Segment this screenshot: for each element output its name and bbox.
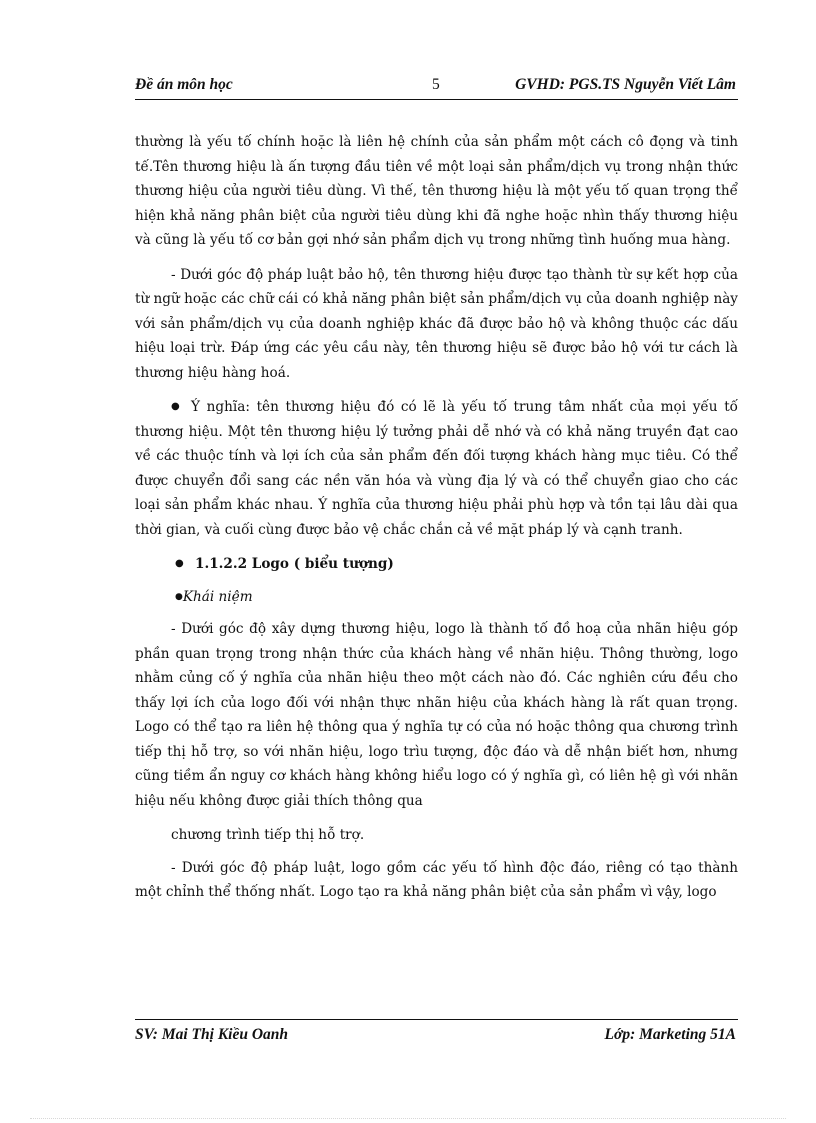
page-number: 5 xyxy=(432,76,440,93)
footer-class: Lớp: Marketing 51A xyxy=(604,1026,736,1043)
page-edge-divider xyxy=(30,1118,786,1119)
footer-rule xyxy=(135,1019,738,1020)
subheading xyxy=(175,585,738,610)
paragraph-logo-branding: - Dưới góc độ xây dựng thương hiệu, logo là thành tố đồ hoạ của nhãn hiệu góp phần quan trọng trong nhận thức của khách hàng về nhãn hiệu. Thông thường, logo nhằm củng cố ý nghĩa của nhãn hiệu theo một cách nào đó. Các nghiên cứu đều cho thấy lợi ích của logo đối với nhận thực nhãn hiệu của khách hàng là rất quan trọng. Logo có thể tạo ra liên hệ thông qua ý nghĩa tự có của nó hoặc thông qua chương trình tiếp thị hỗ trợ, so với nhãn hiệu, logo trìu tượng, độc đáo và dễ nhận biết hơn, nhưng cũng tiềm ẩn nguy cơ khách hàng không hiểu logo có ý nghĩa gì, có liên hệ gì với nhãn hiệu nếu không được giải thích thông qua xyxy=(135,621,738,809)
paragraph-legal-perspective: - Dưới góc độ pháp luật bảo hộ, tên thương hiệu được tạo thành từ sự kết hợp của từ ngữ hoặc các chữ cái có khả năng phân biệt sản phẩm/dịch vụ của doanh nghiệp này với sản phẩm/dịch vụ của doanh nghiệp khác đã được bảo hộ và không thuộc các dấu hiệu loại trừ. Đáp ứng các yêu cầu này, tên thương hiệu sẽ được bảo hộ với tư cách là thương hiệu hàng hoá. xyxy=(135,266,738,381)
bullet-icon: ● xyxy=(175,558,184,569)
section-heading xyxy=(175,552,738,577)
header-course-title: Đề án môn học xyxy=(135,76,233,93)
bullet-icon: ● xyxy=(171,401,180,412)
meaning-text: Ý nghĩa: tên thương hiệu đó có lẽ là yếu tố trung tâm nhất của mọi yếu tố thương hiệu. Một tên thương hiệu lý tưởng phải dễ nhớ và có khả năng truyền đạt cao về các thuộc tính và lợi ích của sản phẩm đến đối tượng khách hàng mục tiêu. Có thể được chuyển đổi sang các nền văn hóa và vùng địa lý và có thể chuyển giao cho các loại sản phẩm khác nhau. Ý nghĩa của thương hiệu phải phù hợp và tồn tại lâu dài qua thời gian, và cuối cùng được bảo vệ chắc chắn cả về mặt pháp lý và cạnh tranh. xyxy=(135,399,738,538)
header-rule xyxy=(135,99,738,100)
paragraph-meaning xyxy=(135,395,738,542)
page-body xyxy=(135,130,738,915)
paragraph-logo-branding-continued: chương trình tiếp thị hỗ trợ. xyxy=(171,827,365,843)
paragraph-logo-legal: - Dưới góc độ pháp luật, logo gồm các yếu tố hình độc đáo, riêng có tạo thành một chỉnh thể thống nhất. Logo tạo ra khả năng phân biệt của sản phẩm vì vậy, logo xyxy=(135,859,738,900)
section-heading-text: 1.1.2.2 Logo ( biểu tượng) xyxy=(195,556,394,572)
subheading-text: Khái niệm xyxy=(182,588,253,605)
header-supervisor: GVHD: PGS.TS Nguyễn Viết Lâm xyxy=(515,76,736,93)
paragraph-brand-name-continued: thường là yếu tố chính hoặc là liên hệ chính của sản phẩm một cách cô đọng và tinh tế.Tên thương hiệu là ấn tượng đầu tiên về một loại sản phẩm/dịch vụ trong nhận thức thương hiệu của người tiêu dùng. Vì thế, tên thương hiệu là một yếu tố quan trọng thể hiện khả năng phân biệt của người tiêu dùng khi đã nghe hoặc nhìn thấy thương hiệu và cũng là yếu tố cơ bản gợi nhớ sản phẩm dịch vụ trong những tình huống mua hàng. xyxy=(135,134,738,248)
footer-student: SV: Mai Thị Kiều Oanh xyxy=(135,1026,289,1043)
bullet-icon: ● xyxy=(175,591,183,602)
page-footer xyxy=(135,1026,736,1046)
page-header xyxy=(135,76,736,96)
